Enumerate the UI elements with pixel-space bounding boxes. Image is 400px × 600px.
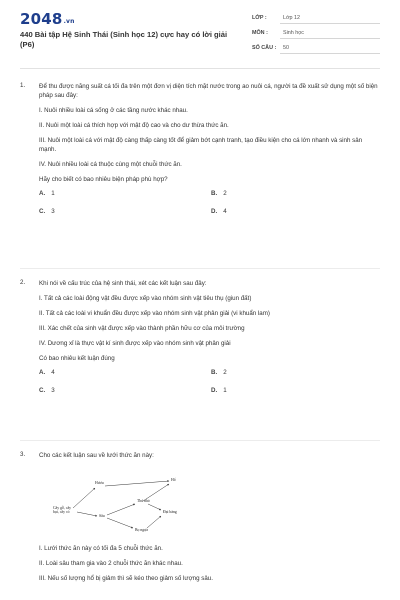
food-web-node: Hươu: [95, 481, 104, 485]
statement: I. Nuôi nhiều loài cá sống ở các tầng nước khác nhau.: [39, 107, 188, 114]
meta-value: Lớp 12: [283, 15, 301, 21]
meta-label: SỐ CÂU :: [252, 45, 277, 51]
meta-question-count: [252, 42, 380, 57]
question-stem: Cho các kết luận sau về lưới thức ăn này:: [39, 452, 154, 459]
food-web-node: Hổ: [171, 478, 176, 482]
statement: I. Tất cả các loài động vật đều được xếp vào nhóm sinh vật tiêu thụ (giun đất): [39, 295, 252, 302]
document-title: 440 Bài tập Hệ Sinh Thái (Sinh học 12) cực hay có lời giải (P6): [20, 30, 228, 49]
meta-value: 50: [283, 45, 289, 51]
question-stem: Khi nói về cấu trúc của hệ sinh thái, xét các kết luận sau đây:: [39, 280, 207, 287]
food-web-node: Sâu: [99, 514, 105, 518]
food-web-node: Đại bàng: [163, 510, 177, 514]
option-a[interactable]: A. 4: [39, 369, 55, 376]
food-web-node: Bọ ngựa: [135, 528, 148, 532]
question-prompt: Có bao nhiêu kết luận đúng: [39, 355, 115, 362]
meta-subject: [252, 27, 380, 42]
options-row: [39, 387, 379, 401]
question-number: 3.: [20, 451, 26, 458]
question-stem: Để thu được năng suất cá tối đa trên một đơn vị diện tích mặt nước trong ao nuôi cá, người ta đề xuất sử dụng một số biện pháp sau đây:: [39, 83, 378, 99]
question-body: [39, 82, 379, 226]
document-meta: [252, 12, 380, 57]
option-c[interactable]: C. 3: [39, 208, 55, 215]
question-number: 1.: [20, 82, 26, 89]
meta-label: MÔN :: [252, 30, 268, 36]
meta-grade: [252, 12, 380, 27]
statement: III. Xác chết của sinh vật được xếp vào thành phần hữu cơ của môi trường: [39, 325, 245, 332]
option-d[interactable]: D. 4: [211, 208, 227, 215]
food-web-node: Cây gỗ, cây bụi, cây cỏ: [53, 506, 72, 515]
question-body: [39, 279, 379, 405]
document-header: [0, 0, 400, 64]
question-divider: [20, 440, 380, 441]
option-b[interactable]: B. 2: [211, 369, 227, 376]
question-divider: [20, 268, 380, 269]
question-number: 2.: [20, 279, 26, 286]
options-row: [39, 208, 379, 222]
meta-label: LỚP :: [252, 15, 267, 21]
option-b[interactable]: B. 2: [211, 190, 227, 197]
statement: II. Nuôi một loài cá thích hợp với mật độ cao và cho dư thừa thức ăn.: [39, 122, 229, 129]
food-web-diagram: [53, 466, 203, 536]
statement: II. Loài sâu tham gia vào 2 chuỗi thức ăn khác nhau.: [39, 560, 183, 567]
header-separator: [20, 68, 380, 69]
option-c[interactable]: C. 3: [39, 387, 55, 394]
meta-value: Sinh học: [283, 30, 304, 36]
statement: IV. Dương xỉ là thực vật kí sinh được xếp vào nhóm sinh vật phân giải: [39, 340, 231, 347]
statement: III. Nuôi một loài cá với mật độ càng thấp càng tốt để giảm bớt cạnh tranh, tạo điều kiện cho cá lớn nhanh và sinh sản mạnh.: [39, 137, 363, 153]
statement: II. Tất cả các loài vi khuẩn đều được xếp vào nhóm sinh vật phân giải (vi khuẩn lam): [39, 310, 270, 317]
site-logo[interactable]: 2048.vn: [20, 10, 75, 28]
question-prompt: Hãy cho biết có bao nhiêu biện pháp phù hợp?: [39, 176, 168, 183]
food-web-arrows: [53, 466, 203, 536]
options-row: [39, 190, 379, 204]
options-row: [39, 369, 379, 383]
statement: IV. Nuôi nhiều loài cá thuộc cùng một chuỗi thức ăn.: [39, 161, 182, 168]
statement: III. Nếu số lượng hổ bị giảm thì sẽ kéo theo giảm số lượng sâu.: [39, 575, 213, 582]
question-body: [39, 451, 379, 589]
option-d[interactable]: D. 1: [211, 387, 227, 394]
food-web-node: Thú nhỏ: [137, 499, 150, 503]
option-a[interactable]: A. 1: [39, 190, 55, 197]
statement: I. Lưới thức ăn này có tối đa 5 chuỗi thức ăn.: [39, 545, 163, 552]
